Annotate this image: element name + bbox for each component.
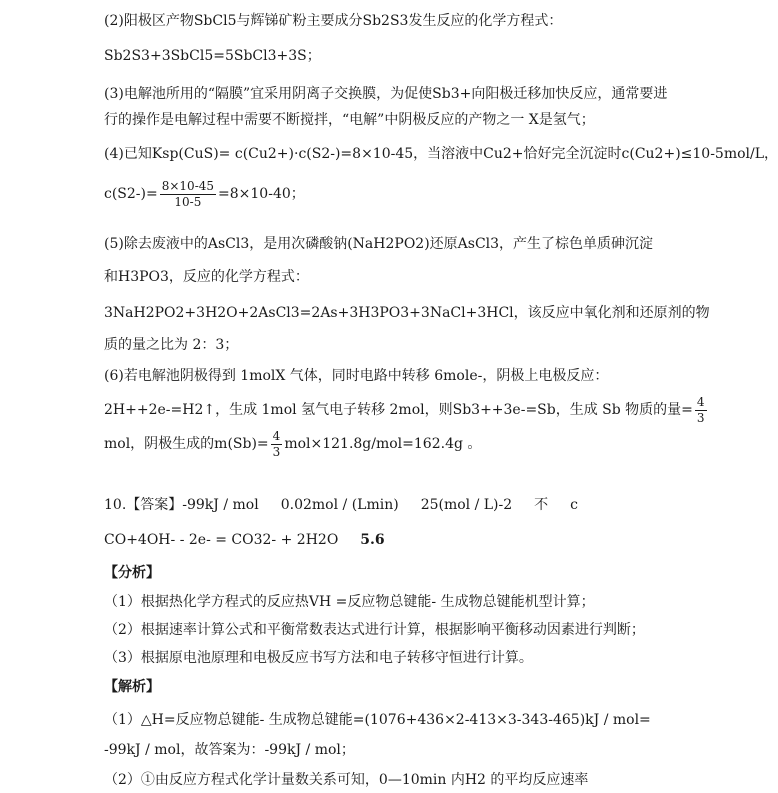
line-ratio: 质的量之比为 2：3； — [104, 337, 239, 353]
analysis-item-1: （1）根据热化学方程式的反应热VH =反应物总键能- 生成物总键能机型计算； — [104, 594, 595, 610]
analysis-item-2: （2）根据速率计算公式和平衡常数表达式进行计算，根据影响平衡移动因素进行判断； — [104, 622, 645, 638]
line-answer-electrode: CO+4OH- - 2e- = CO32- + 2H2O 5.6 — [104, 532, 385, 548]
solution-heading: 【解析】 — [104, 679, 160, 695]
fraction-four-thirds-mass: $\frac{4}{3}$ — [272, 428, 281, 459]
solution-line-3: （2）①由反应方程式化学计量数关系可知，0—10min 内H2 的平均反应速率 — [104, 772, 589, 788]
line-ascl3-removal: (5)除去废液中的AsCl3，是用次磷酸钠(NaH2PO2)还原AsCl3，产生了棕色单质砷沉淀 — [104, 236, 654, 252]
analysis-item-3: （3）根据原电池原理和电极反应书写方法和电子转移守恒进行计算。 — [104, 650, 533, 666]
line-equation-nah2po2: 3NaH2PO2+3H2O+2AsCl3=2As+3H3PO3+3NaCl+3HCl，该反应中氧化剂和还原剂的物 — [104, 305, 710, 321]
line-sb-amount: 2H++2e-=H2↑，生成 1mol 氢气电子转移 2mol，则Sb3++3e-=Sb，生成 Sb 物质的量= $\frac{4}{3}$ — [104, 394, 705, 425]
line-ksp: (4)已知Ksp(CuS)= c(Cu2+)·c(S2-)=8×10-45，当溶液中Cu2+恰好完全沉淀时c(Cu2+)≤10-5mol/L， — [104, 146, 778, 162]
line-sb-mass: mol，阴极生成的m(Sb)= $\frac{4}{3}$ mol×121.8g/mol=162.4g 。 — [104, 428, 482, 459]
line-h3po3: 和H3PO3，反应的化学方程式： — [104, 269, 309, 285]
analysis-heading: 【分析】 — [104, 565, 160, 581]
line-answer: 10.【答案】-99kJ / mol 0.02mol / (Lmin) 25(mol / L)-2 不 c — [104, 497, 579, 513]
line-sulfide-concentration: c(S2-)= $\frac{8\times 10-45}{10-5}$ =8×10-40； — [104, 178, 305, 209]
line-stirring: 行的操作是电解过程中需要不断搅拌，“电解”中阴极反应的产物之一 X是氢气； — [104, 112, 595, 128]
fraction-ksp: $\frac{8\times 10-45}{10-5}$ — [161, 178, 215, 209]
solution-line-2: -99kJ / mol，故答案为：-99kJ / mol； — [104, 742, 355, 758]
line-equation-sb2s3: Sb2S3+3SbCl5=5SbCl3+3S； — [104, 48, 321, 64]
line-cathode: (6)若电解池阴极得到 1molX 气体，同时电路中转移 6mole-，阴极上电极反应： — [104, 368, 609, 384]
line-membrane: (3)电解池所用的“隔膜”宜采用阴离子交换膜，为促使Sb3+向阳极迁移加快反应，通常要进 — [104, 86, 668, 102]
solution-line-1: （1）△H=反应物总键能- 生成物总键能=(1076+436×2-413×3-343-465)kJ / mol= — [104, 712, 651, 728]
fraction-four-thirds: $\frac{4}{3}$ — [696, 394, 705, 425]
line-anode-product: (2)阳极区产物SbCl5与辉锑矿粉主要成分Sb2S3发生反应的化学方程式： — [104, 13, 563, 29]
